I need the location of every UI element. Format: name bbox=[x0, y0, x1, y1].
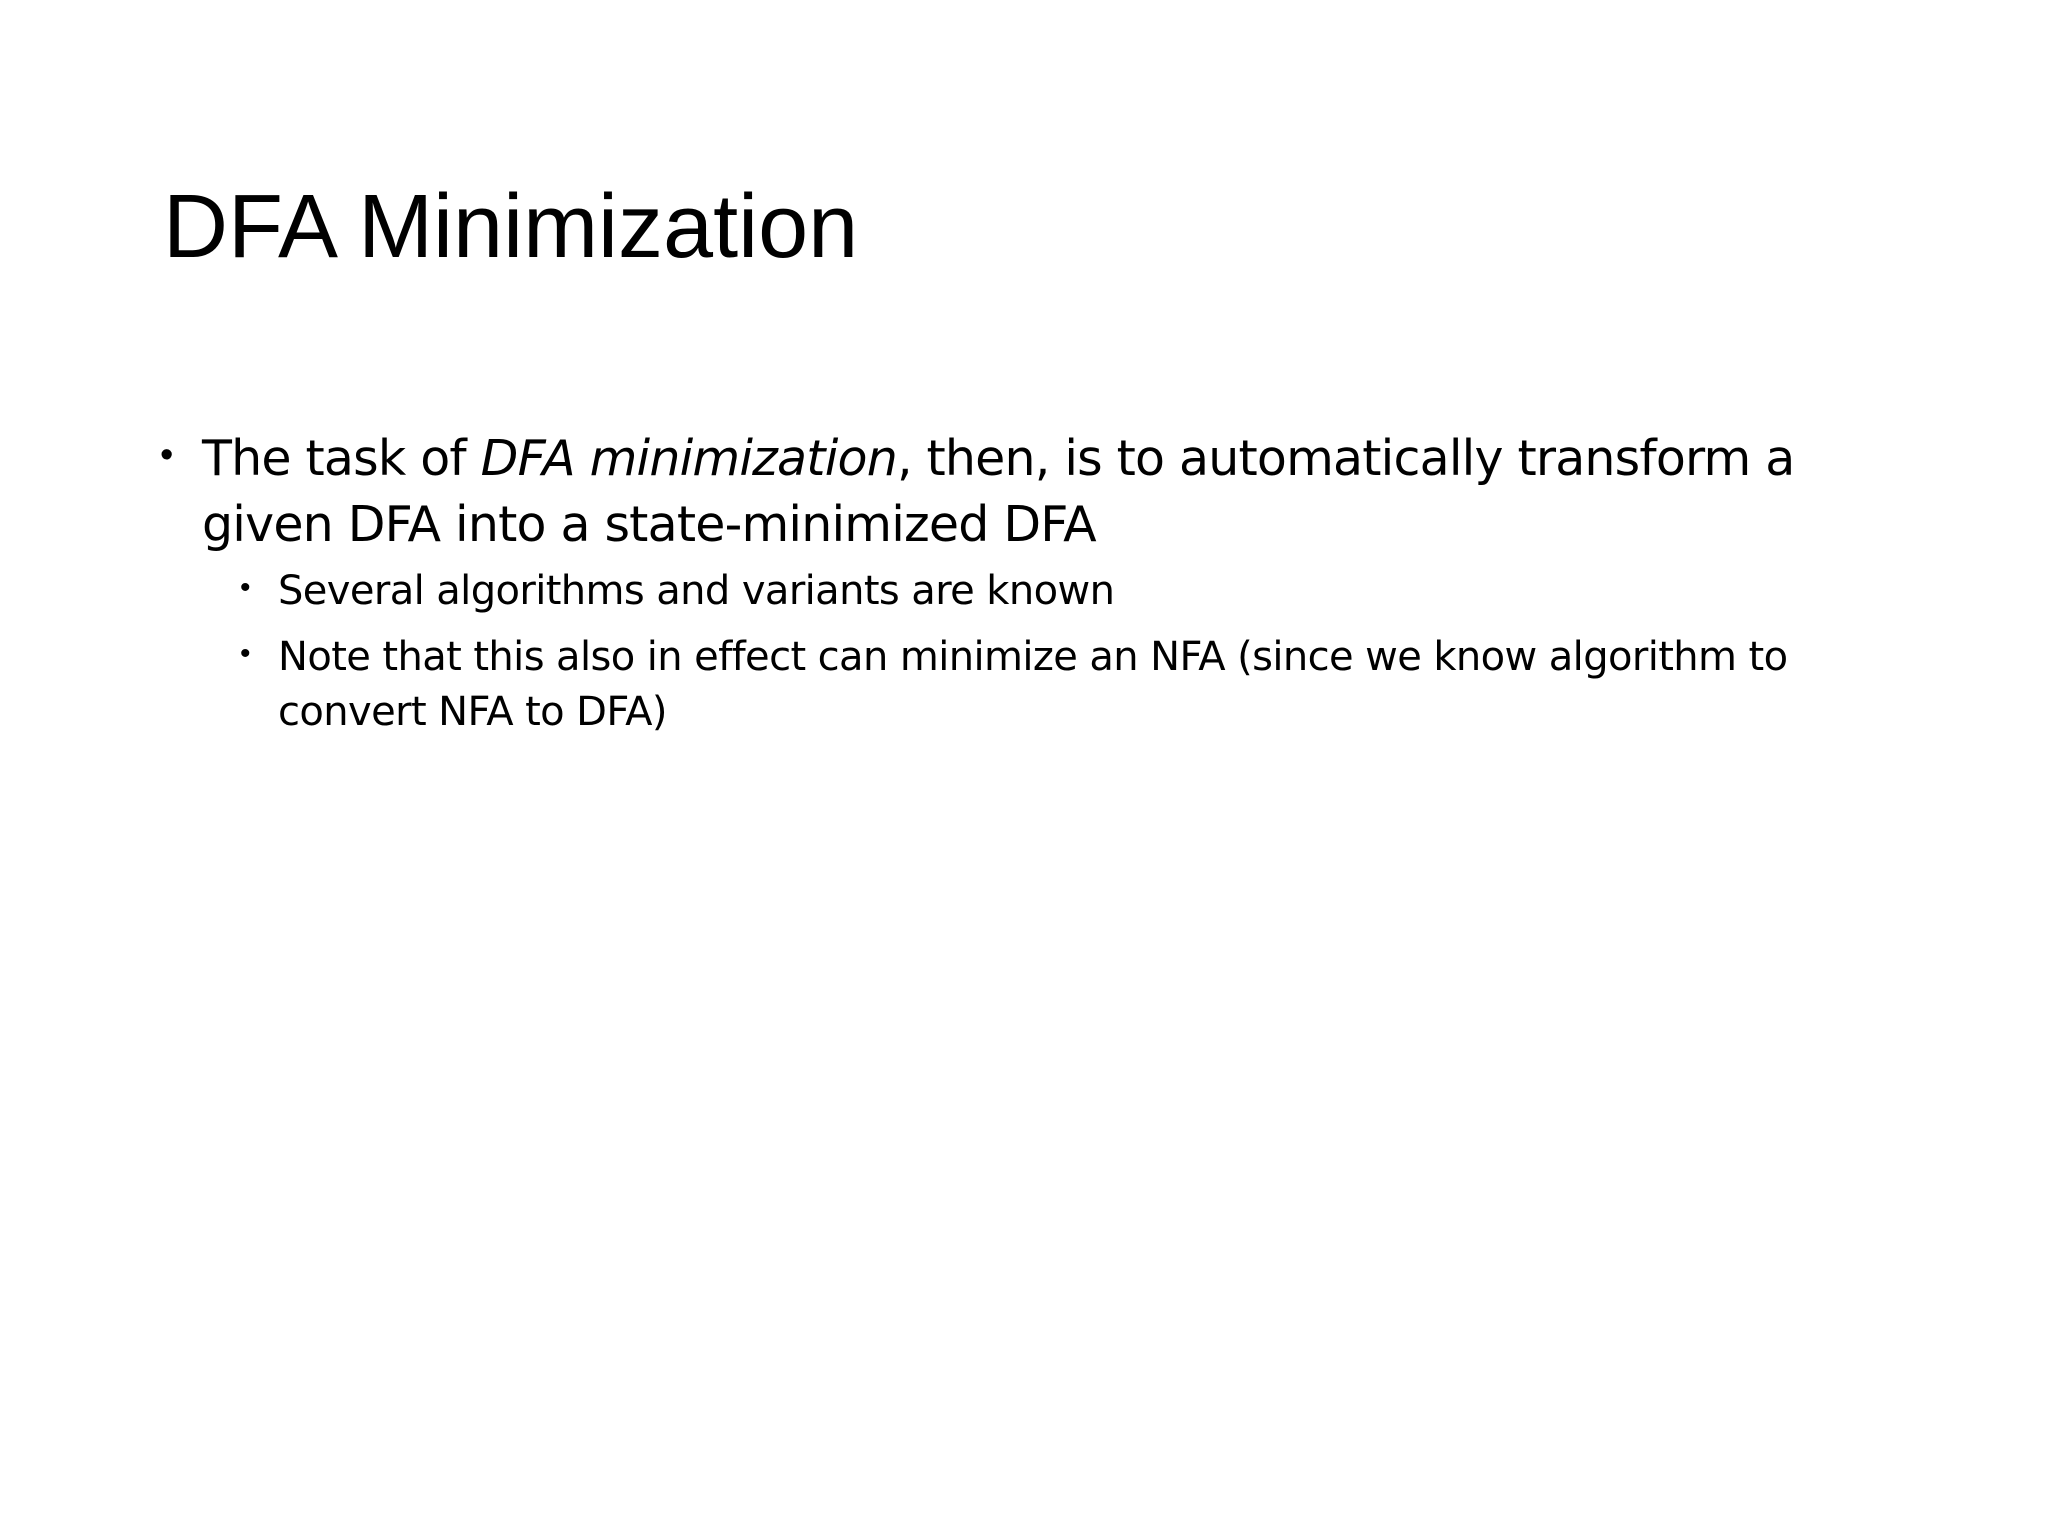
bullet-text-start: The task of bbox=[202, 430, 481, 487]
bullet-dot-icon: • bbox=[160, 434, 173, 476]
bullet-text-end: , then, is to automatically transform a given DFA into a state-minimized DFA bbox=[202, 430, 1795, 553]
bullet-text bbox=[202, 430, 1794, 553]
bullet-item bbox=[160, 426, 1880, 740]
sub-bullet-item bbox=[240, 630, 1880, 740]
slide-title: DFA Minimization bbox=[163, 177, 859, 277]
emphasized-term: DFA minimization bbox=[480, 430, 897, 487]
bullet-list bbox=[160, 426, 1880, 751]
sub-bullet-text: Note that this also in effect can minimize an NFA (since we know algorithm to convert NFA to DFA) bbox=[278, 634, 1788, 735]
sub-bullet-text: Several algorithms and variants are known bbox=[278, 568, 1115, 614]
sub-bullet-dot-icon: • bbox=[240, 637, 250, 670]
sub-bullet-dot-icon: • bbox=[240, 571, 250, 604]
sub-bullet-item bbox=[240, 564, 1880, 619]
sub-bullet-list bbox=[202, 564, 1880, 740]
